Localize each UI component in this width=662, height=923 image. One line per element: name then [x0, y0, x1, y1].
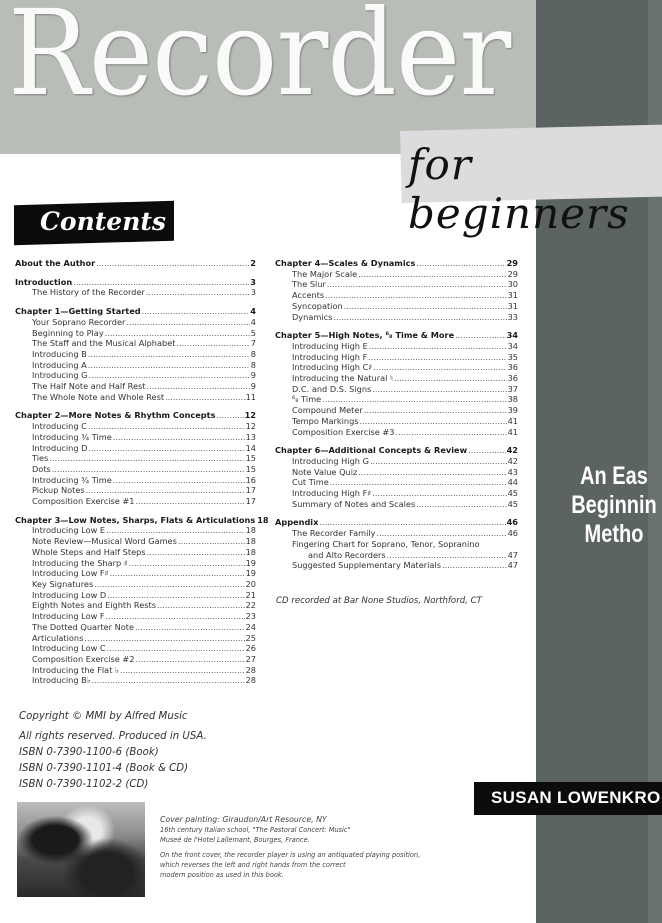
- toc-section-heading: [15, 514, 269, 526]
- dot-leader: [107, 590, 244, 601]
- toc-entry-label: Whole Steps and Half Steps: [32, 546, 146, 557]
- dot-leader: [368, 352, 506, 363]
- toc-section-heading: [275, 330, 518, 341]
- toc-page-number: 11: [245, 391, 256, 402]
- toc-page-number: 23: [245, 611, 256, 622]
- toc-page-number: 37: [507, 383, 518, 394]
- cover-note-line: On the front cover, the recorder player is using an antiquated playing position,: [160, 851, 421, 859]
- toc-section-heading: [15, 277, 256, 288]
- toc-section-heading: [275, 445, 518, 456]
- dot-leader: [120, 665, 245, 676]
- toc-entry-label: The Slur: [292, 279, 326, 290]
- toc-entry: [15, 328, 256, 339]
- toc-page-number: 4: [250, 316, 256, 327]
- toc-entry-label: Introducing the Flat ♭: [32, 664, 119, 675]
- author-name: SUSAN LOWENKRO: [491, 788, 661, 807]
- toc-entry: [275, 362, 518, 373]
- dot-leader: [142, 306, 250, 317]
- toc-entry-label: Introducing Low D: [32, 589, 107, 600]
- dot-leader: [105, 328, 250, 339]
- toc-page-number: 26: [245, 643, 256, 654]
- toc-entry-label: The Whole Note and Whole Rest: [32, 391, 165, 402]
- toc-entry: [275, 550, 518, 561]
- toc-page-number: 27: [245, 653, 256, 664]
- toc-section-heading: [15, 258, 256, 269]
- toc-entry: [15, 349, 256, 360]
- dot-leader: [88, 443, 244, 454]
- dot-leader: [49, 453, 244, 464]
- toc-section: [15, 306, 256, 402]
- toc-page-number: 28: [245, 675, 256, 686]
- toc-entry-label: Introducing Low C: [32, 643, 106, 654]
- toc-page-number: 15: [245, 453, 256, 464]
- dot-leader: [86, 485, 245, 496]
- toc-entry-label: The History of the Recorder: [32, 287, 145, 298]
- dot-leader: [327, 279, 507, 290]
- toc-entry: [275, 301, 518, 312]
- dot-leader: [358, 467, 506, 478]
- toc-entry-label: Summary of Notes and Scales: [292, 498, 416, 509]
- toc-section-heading: [275, 258, 518, 269]
- toc-entry: [275, 456, 518, 467]
- toc-page-number: 14: [245, 442, 256, 453]
- toc-entry-label: The Dotted Quarter Note: [32, 621, 135, 632]
- toc-entry: [15, 421, 256, 432]
- toc-page-number: 34: [507, 340, 518, 351]
- toc-page-number: 17: [245, 485, 256, 496]
- toc-entry: [275, 467, 518, 478]
- toc-entry: [275, 416, 518, 427]
- dot-leader: [126, 317, 249, 328]
- toc-entry-label: Accents: [292, 290, 325, 301]
- toc-entry: [15, 665, 256, 676]
- toc-entry: [15, 443, 256, 454]
- toc-entry-label: Fingering Chart for Soprano, Tenor, Sopranino: [292, 538, 480, 549]
- dot-leader: [394, 373, 507, 384]
- toc-page-number: 42: [506, 445, 518, 456]
- toc-entry-label: Introducing B♭: [32, 675, 91, 686]
- dot-leader: [165, 392, 245, 403]
- toc-entry-label: D.C. and D.S. Signs: [292, 383, 372, 394]
- toc-entry-label: Introducing High G: [292, 455, 369, 466]
- dot-leader: [468, 445, 505, 456]
- toc-entry: [275, 560, 518, 571]
- isbn-book: ISBN 0-7390-1100-6 (Book): [19, 747, 159, 758]
- toc-section: [15, 258, 256, 269]
- toc-page-number: 21: [245, 589, 256, 600]
- toc-entry: [15, 622, 256, 633]
- dot-leader: [360, 416, 507, 427]
- toc-entry: [15, 453, 256, 464]
- toc-entry: [15, 392, 256, 403]
- dot-leader: [89, 370, 250, 381]
- toc-page-number: 31: [507, 290, 518, 301]
- toc-section: [275, 258, 518, 322]
- dot-leader: [395, 427, 506, 438]
- dot-leader: [96, 258, 249, 269]
- toc-page-number: 20: [245, 578, 256, 589]
- toc-entry-label: Articulations: [32, 632, 84, 643]
- dot-leader: [113, 475, 245, 486]
- dot-leader: [73, 277, 249, 288]
- dot-leader: [107, 643, 245, 654]
- toc-entry: [275, 405, 518, 416]
- toc-entry-label: Tempo Markings: [292, 415, 359, 426]
- toc-entry-label: ⁶₈ Time: [292, 394, 322, 405]
- toc-page-number: 41: [507, 415, 518, 426]
- toc-entry-label: Pickup Notes: [32, 485, 85, 496]
- dot-leader: [387, 550, 507, 561]
- dot-leader: [106, 525, 245, 536]
- toc-entry-label: Your Soprano Recorder: [32, 316, 126, 327]
- toc-page-number: 30: [507, 279, 518, 290]
- toc-entry: [15, 590, 256, 601]
- toc-page-number: 18: [245, 546, 256, 557]
- toc-section: [15, 277, 256, 298]
- book-title: Recorder: [8, 0, 511, 122]
- toc-entry-label: The Major Scale: [292, 268, 358, 279]
- toc-page-number: 33: [507, 311, 518, 322]
- toc-entry-label: Suggested Supplementary Materials: [292, 560, 441, 571]
- toc-entry-label: Eighth Notes and Eighth Rests: [32, 600, 157, 611]
- toc-entry-label: The Staff and the Musical Alphabet: [32, 338, 176, 349]
- toc-page-number: 28: [245, 664, 256, 675]
- toc-page-number: 24: [245, 621, 256, 632]
- toc-entry-label: Introducing Low F♯: [32, 568, 109, 579]
- toc-section: [275, 517, 518, 571]
- toc-page-number: 16: [245, 474, 256, 485]
- toc-entry: [275, 427, 518, 438]
- toc-entry: [275, 373, 518, 384]
- toc-page-number: 44: [507, 477, 518, 488]
- painting-credit: Cover painting: Giraudon/Art Resource, NY: [160, 815, 327, 824]
- toc-entry: [275, 528, 518, 539]
- toc-page-number: 8: [250, 359, 256, 370]
- cover-painting-image: [17, 802, 145, 897]
- toc-section-title: Chapter 3—Low Notes, Sharps, Flats & Articulations: [15, 514, 256, 525]
- tagline-line: An Eas: [580, 462, 648, 490]
- toc-entry: [15, 579, 256, 590]
- toc-entry-label: Introducing D: [32, 442, 88, 453]
- contents-heading: Contents: [40, 207, 167, 236]
- cover-credits: [160, 815, 420, 880]
- toc-section: [15, 410, 256, 506]
- toc-section-title: Appendix: [275, 517, 319, 528]
- toc-entry: [275, 352, 518, 363]
- dot-leader: [325, 290, 506, 301]
- toc-entry-label: Introducing the Natural ♮: [292, 373, 393, 384]
- painting-location: Museé de l'Hotel Lallemant, Bourges, France.: [160, 836, 310, 844]
- dot-leader: [94, 579, 244, 590]
- toc-section-title: Introduction: [15, 276, 73, 287]
- toc-entry-label: and Alto Recorders: [308, 549, 386, 560]
- toc-entry: [275, 312, 518, 323]
- toc-page-number: 7: [250, 338, 256, 349]
- dot-leader: [88, 349, 250, 360]
- toc-entry-label: Composition Exercise #1: [32, 496, 135, 507]
- toc-entry-label: Introducing G: [32, 370, 88, 381]
- toc-page-number: 18: [257, 514, 269, 525]
- toc-entry-label: Introducing Low E: [32, 525, 106, 536]
- toc-entry: [15, 370, 256, 381]
- toc-entry-label: Key Signatures: [32, 578, 94, 589]
- toc-page-number: 47: [507, 549, 518, 560]
- toc-entry-label: Introducing High F♯: [292, 488, 372, 499]
- toc-page-number: 45: [507, 498, 518, 509]
- toc-page-number: 3: [250, 276, 256, 287]
- toc-page-number: 18: [245, 525, 256, 536]
- dot-leader: [442, 560, 507, 571]
- toc-entry-label: Compound Meter: [292, 405, 363, 416]
- toc-page-number: 8: [250, 348, 256, 359]
- toc-entry-label: Introducing ¾ Time: [32, 431, 112, 442]
- tagline-line: Metho: [584, 520, 644, 548]
- dot-leader: [84, 633, 244, 644]
- toc-page-number: 31: [507, 300, 518, 311]
- dot-leader: [135, 496, 244, 507]
- toc-left-column: [15, 258, 269, 694]
- toc-page-number: 25: [245, 632, 256, 643]
- toc-entry: [15, 611, 256, 622]
- toc-page-number: 9: [250, 381, 256, 392]
- toc-entry: [15, 381, 256, 392]
- cover-note-line: which reverses the left and right hands from the correct: [160, 861, 346, 869]
- dot-leader: [92, 675, 245, 686]
- toc-entry-label: Beginning to Play: [32, 327, 104, 338]
- dot-leader: [344, 301, 507, 312]
- toc-section-title: Chapter 2—More Notes & Rhythm Concepts: [15, 410, 216, 421]
- toc-section-title: Chapter 6—Additional Concepts & Review: [275, 445, 468, 456]
- dot-leader: [369, 341, 507, 352]
- dot-leader: [364, 405, 507, 416]
- toc-section: [275, 445, 518, 509]
- toc-entry: [15, 485, 256, 496]
- toc-entry: [15, 464, 256, 475]
- dot-leader: [110, 568, 245, 579]
- copyright-block: [19, 709, 207, 793]
- toc-entry: [15, 633, 256, 644]
- dot-leader: [147, 547, 245, 558]
- dot-leader: [322, 394, 506, 405]
- toc-entry-label: Composition Exercise #2: [32, 653, 135, 664]
- toc-page-number: 36: [507, 373, 518, 384]
- toc-entry-label: Introducing B: [32, 348, 87, 359]
- toc-section-heading: [15, 306, 256, 317]
- dot-leader: [147, 381, 250, 392]
- toc-entry: [275, 488, 518, 499]
- dot-leader: [106, 611, 245, 622]
- toc-page-number: 46: [506, 517, 518, 528]
- toc-entry: [275, 269, 518, 280]
- dot-leader: [330, 477, 507, 488]
- toc-page-number: 13: [245, 431, 256, 442]
- dot-leader: [157, 600, 245, 611]
- toc-entry-label: Note Value Quiz: [292, 466, 358, 477]
- toc-entry: [15, 432, 256, 443]
- toc-page-number: 12: [245, 421, 256, 432]
- toc-entry-label: The Recorder Family: [292, 528, 376, 539]
- dot-leader: [370, 456, 507, 467]
- toc-entry: [15, 654, 256, 665]
- toc-section-heading: [275, 517, 518, 528]
- dot-leader: [178, 536, 245, 547]
- toc-entry-label: Introducing the Sharp ♯: [32, 557, 128, 568]
- toc-page-number: 35: [507, 351, 518, 362]
- dot-leader: [52, 464, 245, 475]
- toc-entry: [15, 338, 256, 349]
- toc-page-number: 15: [245, 463, 256, 474]
- toc-page-number: 29: [507, 268, 518, 279]
- toc-entry-label: Note Review—Musical Word Games: [32, 536, 177, 547]
- toc-entry: [275, 499, 518, 510]
- toc-section: [275, 330, 518, 437]
- toc-entry: [15, 317, 256, 328]
- toc-page-number: 4: [250, 306, 256, 317]
- toc-section-title: Chapter 5—High Notes, ⁶₈ Time & More: [275, 330, 455, 341]
- dot-leader: [129, 558, 245, 569]
- toc-entry: [275, 539, 518, 550]
- toc-page-number: 43: [507, 466, 518, 477]
- toc-entry-label: Cut Time: [292, 477, 329, 488]
- toc-page-number: 45: [507, 488, 518, 499]
- toc-page-number: 47: [507, 560, 518, 571]
- dot-leader: [455, 330, 505, 341]
- toc-section-title: Chapter 1—Getting Started: [15, 306, 141, 317]
- toc-entry-label: Introducing C: [32, 421, 87, 432]
- toc-entry: [275, 279, 518, 290]
- toc-page-number: 42: [507, 455, 518, 466]
- dot-leader: [135, 654, 244, 665]
- toc-entry: [275, 384, 518, 395]
- toc-page-number: 22: [245, 600, 256, 611]
- toc-page-number: 36: [507, 362, 518, 373]
- tagline-line: Beginnin: [571, 491, 657, 519]
- cd-note: CD recorded at Bar None Studios, Northford, CT: [276, 596, 482, 606]
- dot-leader: [176, 338, 249, 349]
- dot-leader: [146, 287, 250, 298]
- toc-entry-label: Introducing High F: [292, 351, 368, 362]
- toc-entry: [15, 568, 256, 579]
- toc-entry: [275, 394, 518, 405]
- toc-entry-label: Dynamics: [292, 311, 333, 322]
- toc-entry: [15, 643, 256, 654]
- toc-entry: [15, 536, 256, 547]
- book-subtitle: for beginners: [408, 140, 630, 238]
- toc-page-number: 17: [245, 496, 256, 507]
- toc-entry-label: Introducing A: [32, 359, 87, 370]
- toc-page-number: 39: [507, 405, 518, 416]
- toc-page-number: 9: [250, 370, 256, 381]
- cover-note-line: modern position as used in this book.: [160, 871, 284, 879]
- toc-right-column: [275, 258, 518, 579]
- toc-entry-label: Syncopation: [292, 300, 343, 311]
- toc-entry: [15, 475, 256, 486]
- toc-page-number: 12: [244, 410, 256, 421]
- dot-leader: [88, 360, 250, 371]
- toc-page-number: 3: [250, 287, 256, 298]
- toc-entry-label: The Half Note and Half Rest: [32, 381, 146, 392]
- toc-entry: [275, 341, 518, 352]
- toc-entry-label: Introducing ¾ Time: [32, 474, 112, 485]
- toc-entry: [15, 547, 256, 558]
- dot-leader: [416, 499, 506, 510]
- dot-leader: [319, 517, 505, 528]
- toc-section-title: About the Author: [15, 258, 96, 268]
- dot-leader: [135, 622, 245, 633]
- toc-page-number: 19: [245, 557, 256, 568]
- dot-leader: [416, 258, 505, 269]
- dot-leader: [88, 421, 245, 432]
- toc-entry: [275, 477, 518, 488]
- dot-leader: [373, 362, 506, 373]
- toc-entry: [15, 600, 256, 611]
- toc-entry-label: Introducing Low F: [32, 611, 105, 622]
- copyright-line: Copyright © MMI by Alfred Music: [19, 711, 188, 722]
- dot-leader: [216, 410, 243, 421]
- dot-leader: [333, 312, 506, 323]
- toc-entry: [275, 290, 518, 301]
- toc-entry-label: Composition Exercise #3: [292, 426, 395, 437]
- toc-entry: [15, 360, 256, 371]
- toc-page-number: 29: [506, 258, 518, 268]
- dot-leader: [376, 528, 506, 539]
- cover-tagline: [562, 462, 662, 549]
- toc-page-number: 5: [250, 327, 256, 338]
- rights-line: All rights reserved. Produced in USA.: [19, 731, 207, 742]
- toc-entry: [15, 287, 256, 298]
- toc-page-number: 46: [507, 528, 518, 539]
- toc-page-number: 41: [507, 426, 518, 437]
- dot-leader: [113, 432, 245, 443]
- toc-entry: [15, 558, 256, 569]
- toc-page-number: 18: [245, 536, 256, 547]
- toc-entry-label: Ties: [32, 453, 49, 464]
- toc-page-number: 19: [245, 568, 256, 579]
- toc-entry: [15, 525, 256, 536]
- dot-leader: [372, 384, 506, 395]
- toc-entry: [15, 496, 256, 507]
- dot-leader: [358, 269, 506, 280]
- toc-entry: [15, 675, 256, 686]
- toc-section: [15, 514, 269, 686]
- toc-page-number: 34: [506, 330, 518, 341]
- toc-entry-label: Introducing High C♯: [292, 362, 373, 373]
- dot-leader: [372, 488, 506, 499]
- isbn-book-cd: ISBN 0-7390-1101-4 (Book & CD): [19, 763, 189, 774]
- toc-entry-label: Introducing High E: [292, 340, 368, 351]
- toc-entry-label: Dots: [32, 463, 51, 474]
- painting-source: 16th century Italian school, "The Pastoral Concert: Music": [160, 826, 351, 834]
- toc-section-heading: [15, 410, 256, 421]
- toc-page-number: 2: [250, 258, 256, 268]
- toc-section-title: Chapter 4—Scales & Dynamics: [275, 258, 416, 268]
- isbn-cd: ISBN 0-7390-1102-2 (CD): [19, 779, 149, 790]
- toc-page-number: 38: [507, 394, 518, 405]
